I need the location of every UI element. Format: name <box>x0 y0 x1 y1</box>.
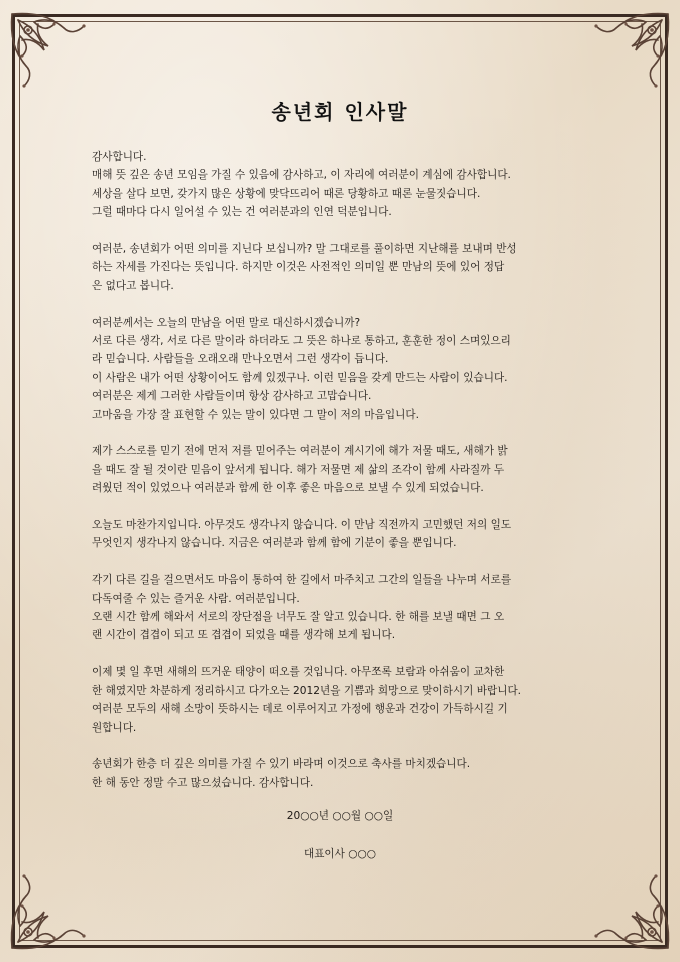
text-line: 여러분께서는 오늘의 만남을 어떤 말로 대신하시겠습니까? <box>92 316 361 329</box>
text-line: 세상을 살다 보면, 갖가지 많은 상황에 맞닥뜨리어 때론 당황하고 때론 눈물짓습니다. <box>92 187 481 200</box>
page-title: 송년회 인사말 <box>271 100 409 124</box>
text-line: 오늘도 마찬가지입니다. 아무것도 생각나지 않습니다. 이 만남 직전까지 고민했던 저의 일도 <box>92 519 512 532</box>
text-line: 원합니다. <box>92 721 137 734</box>
text-line: 제가 스스로를 믿기 전에 먼저 저를 믿어주는 여러분이 계시기에 해가 저물 때도, 새해가 밝 <box>92 445 508 458</box>
text-line: 한 해였지만 차분하게 정리하시고 다가오는 2012년을 기쁨과 희망으로 맞이하시기 바랍니다. <box>92 684 522 697</box>
letter-date: 20○○년 ○○월 ○○일 <box>286 810 394 822</box>
corner-ornament-top-left <box>4 6 96 98</box>
text-line: 하는 자세를 가진다는 뜻입니다. 하지만 이것은 사전적인 의미일 뿐 만남의 뜻에 있어 정답 <box>92 261 505 274</box>
text-line: 그럴 때마다 다시 일어설 수 있는 건 여러분과의 인연 덕분입니다. <box>92 206 392 219</box>
text-line: 려웠던 적이 있었으나 여러분과 함께 한 이후 좋은 마음으로 보낼 수 있게 되었습니다. <box>92 482 484 495</box>
text-line: 각기 다른 길을 걸으면서도 마음이 통하여 한 길에서 마주치고 그간의 일들을 나누며 서로를 <box>92 574 512 587</box>
paragraph <box>92 314 588 424</box>
text-line: 라 믿습니다. 사람들을 오래오래 만나오면서 그런 생각이 듭니다. <box>92 353 389 366</box>
corner-ornament-bottom-left <box>4 864 96 956</box>
text-line: 서로 다른 생각, 서로 다른 말이라 하더라도 그 뜻은 하나로 통하고, 훈훈한 정이 스며있으리 <box>92 335 511 348</box>
text-line: 감사합니다. <box>92 151 147 163</box>
text-line: 한 해 동안 정말 수고 많으셨습니다. 감사합니다. <box>92 776 314 789</box>
text-line: 을 때도 잘 될 것이란 믿음이 앞서게 됩니다. 해가 저물면 제 삶의 조각이 함께 사라질까 두 <box>92 463 505 476</box>
paragraph <box>92 148 588 222</box>
paragraph <box>92 516 588 553</box>
paragraph <box>92 240 588 295</box>
text-line: 랜 시간이 겹겹이 되고 또 겹겹이 되었을 때를 생각해 보게 됩니다. <box>92 629 396 642</box>
corner-ornament-bottom-right <box>584 864 676 956</box>
text-line: 여러분은 제게 그러한 사람들이며 항상 감사하고 고맙습니다. <box>92 390 372 403</box>
text-line: 이제 몇 일 후면 새해의 뜨거운 태양이 떠오를 것입니다. 아무쪼록 보람과 아쉬움이 교차한 <box>92 666 505 679</box>
text-line: 매해 뜻 깊은 송년 모임을 가질 수 있음에 감사하고, 이 자리에 여러분이 계심에 감사합니다. <box>92 169 511 182</box>
paragraph <box>92 755 588 792</box>
paragraph <box>92 442 588 497</box>
text-line: 고마움을 가장 잘 표현할 수 있는 말이 있다면 그 말이 저의 마음입니다. <box>92 408 419 421</box>
letter-signer: 대표이사 ○○○ <box>303 848 377 860</box>
letter-body <box>92 148 588 792</box>
paragraph <box>92 663 588 737</box>
text-line: 여러분, 송년회가 어떤 의미를 지닌다 보십니까? 말 그대로를 풀이하면 지난해를 보내며 반성 <box>92 243 517 256</box>
text-line: 무엇인지 생각나지 않습니다. 지금은 여러분과 함께 함에 기분이 좋을 뿐입니다. <box>92 537 457 550</box>
text-line: 오랜 시간 함께 해와서 서로의 장단점을 너무도 잘 알고 있습니다. 한 해를 보낼 때면 그 오 <box>92 611 505 624</box>
text-line: 은 없다고 봅니다. <box>92 279 174 292</box>
text-line: 송년회가 한층 더 깊은 의미를 가질 수 있기 바라며 이것으로 축사를 마치겠습니다. <box>92 758 471 771</box>
text-line: 여러분 모두의 새해 소망이 뜻하시는 데로 이루어지고 가정에 행운과 건강이 가득하시길 기 <box>92 703 508 716</box>
paragraph <box>92 571 588 645</box>
text-line: 다독여줄 수 있는 즐거운 사람. 여러분입니다. <box>92 592 300 605</box>
text-line: 이 사람은 내가 어떤 상황이어도 함께 있겠구나. 이런 믿음을 갖게 만드는 사람이 있습니다. <box>92 371 508 384</box>
corner-ornament-top-right <box>584 6 676 98</box>
